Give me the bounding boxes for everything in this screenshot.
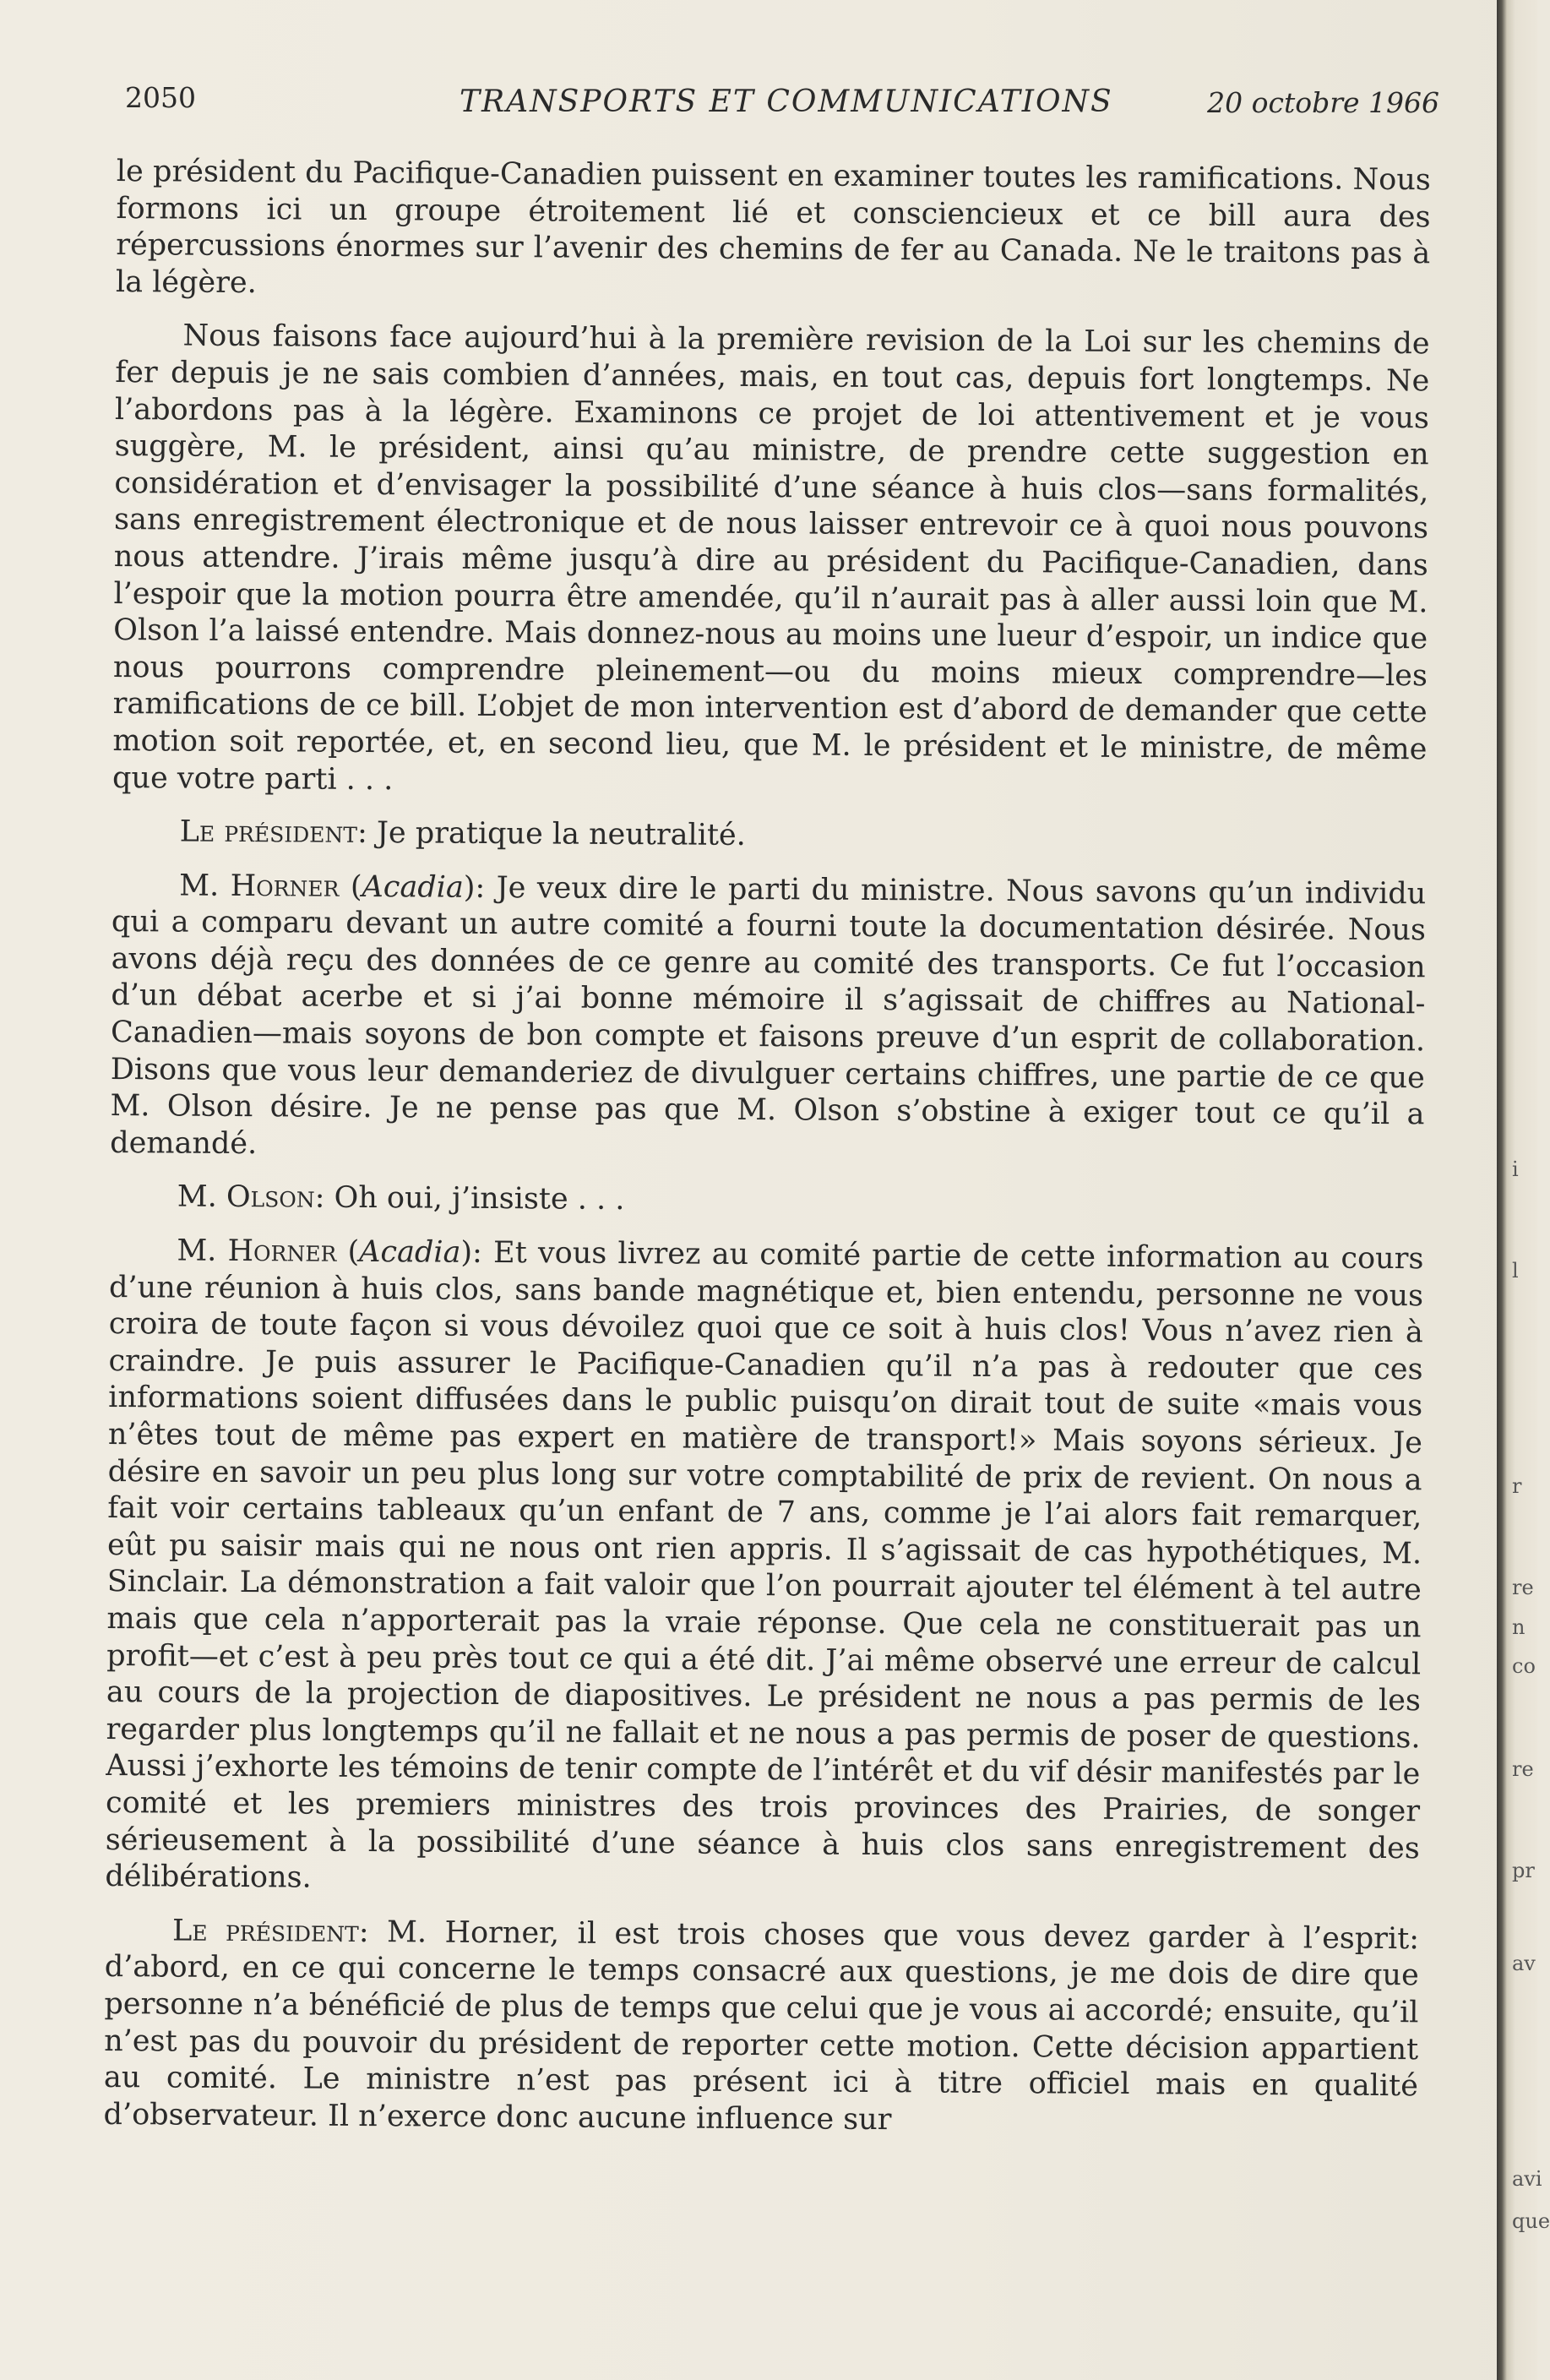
- margin-fragment: n: [1512, 1615, 1526, 1639]
- speech-paragraph: Le président: M. Horner, il est trois choses que vous devez garder à l’esprit: d’abord, en ce qui concerne le temps consacré aux questions, je me dois de dire que personne n’a bénéficié de plus de temps que celui que je vous ai accordé; ensuite, qu’il n’est pas du pouvoir du président de reporter cette motion. Cette décision appartient au comité. Le ministre n’est pas présent ici à titre officiel mais en qualité d’observateur. Il n’exerce donc aucune influence sur: [103, 1914, 1420, 2137]
- speech-paragraph: Le président: Je pratique la neutralité.: [179, 814, 746, 853]
- paragraph: [116, 154, 1431, 310]
- speech-text: M. Horner, il est trois choses que vous devez garder à l’esprit: d’abord, en ce qui concerne le temps consacré aux questions, je me dois de dire que personne n’a bénéficié de plus de temps que celui que je vous ai accordé; ensuite, qu’il n’est pas du pouvoir du président de reporter cette motion. Cette décision appartient au comité. Le ministre n’est pas présent ici à titre officiel mais en qualité d’observateur. Il n’exerce donc aucune influence sur: [103, 1914, 1420, 2137]
- speech-text: Je pratique la neutralité.: [376, 816, 746, 853]
- margin-fragment: r: [1512, 1474, 1522, 1498]
- paragraph-text: Nous faisons face aujourd’hui à la première revision de la Loi sur les chemins de fer depuis je ne sais combien d’années, mais, en tout cas, depuis fort longtemps. Ne l’abordons pas à la légère. Examinons ce projet de loi attentivement et je vous suggère, M. le président, ainsi qu’au ministre, de prendre cette suggestion en considération et d’envisager la possibilité d’une séance à huis clos—sans formalités, sans enregistrement électronique et de nous laisser entrevoir ce à quoi nous pouvons nous attendre. J’irais même jusqu’à dire au président du Pacifique-Canadien, dans l’espoir que la motion pourra être amendée, qu’il n’aurait pas à aller aussi loin que M. Olson l’a laissé entendre. Mais donnez-nous au moins une lueur d’espoir, un indice que nous pourrons comprendre pleinement—ou du moins mieux comprendre—les ramifications de ce bill. L’objet de mon intervention est d’abord de demander que cette motion soit reportée, et, en second lieu, que M. le président et le ministre, de même que votre parti . . .: [111, 319, 1430, 797]
- margin-fragment: re: [1512, 1576, 1534, 1599]
- margin-fragment: re: [1512, 1757, 1534, 1781]
- paragraph: [112, 318, 1430, 805]
- speaker-riding: Acadia: [362, 869, 464, 905]
- speaker-riding: Acadia: [359, 1234, 461, 1270]
- speaker-name: M. Horner: [177, 1234, 337, 1269]
- page-number: 2050: [125, 81, 196, 114]
- speech-paragraph: M. Horner (Acadia): Et vous livrez au comité partie de cette information au cours d’une réunion à huis clos, sans bande magnétique et, bien entendu, personne ne vous croira de toute façon si vous dévoilez quoi que ce soit à huis clos! Vous n’avez rien à craindre. Je puis assurer le Pacifique-Canadien qu’il n’a pas à redouter que ces informations soient diffusées dans le public puisqu’on dirait tout de suite «mais vous n’êtes tout de même pas expert en matière de transport!» Mais soyons sérieux. Je désire en savoir un peu plus long sur votre comptabilité de prix de revient. On nous a fait voir certains tableaux qu’un enfant de 7 ans, comme je l’ai alors fait remarquer, eût pu saisir mais qui ne nous ont rien appris. Il s’agissait de cas hypothétiques, M. Sinclair. La démonstration a fait valoir que l’on pourrait ajouter tel élément à tel autre mais que cela n’apporterait pas la vraie réponse. Que cela ne constituerait pas un profit—et c’est à peu près tout ce qui a été dit. J’ai même observé une erreur de calcul au cours de la projection de diapositives. Le président ne nous a pas permis de les regarder plus longtemps qu’il ne fallait et ne nous a pas permis de poser de questions. Aussi j’exhorte les témoins de tenir compte de l’intérêt et du vif désir manifestés par le comité et les premiers ministres des trois provinces des Prairies, de songer sérieusement à la possibilité d’une séance à huis clos sans enregistrement des délibérations.: [105, 1234, 1424, 1895]
- journal-title: TRANSPORTS ET COMMUNICATIONS: [460, 84, 1113, 119]
- body-text: [103, 154, 1431, 2143]
- margin-fragment: avi: [1512, 2167, 1542, 2191]
- speaker-name: Le président: [179, 814, 358, 851]
- speech-paragraph: M. Horner (Acadia): Je veux dire le parti du ministre. Nous savons qu’un individu qui a comparu devant un autre comité a fourni toute la documentation désirée. Nous avons déjà reçu des données de ce genre au comité des transports. Ce fut l’occasion d’un débat acerbe et si j’ai bonne mémoire il s’agissait de chiffres au National-Canadien—mais soyons de bon compte et faisons preuve d’un esprit de collaboration. Disons que vous leur demanderiez de divulguer certains chiffres, une partie de ce que M. Olson désire. Je ne pense pas que M. Olson s’obstine à exiger tout ce qu’il a demandé.: [110, 869, 1427, 1161]
- paragraph-text: le président du Pacifique-Canadien puissent en examiner toutes les ramifications. Nous formons ici un groupe étroitement lié et consciencieux et ce bill aura des répercussions énormes sur l’avenir des chemins de fer au Canada. Ne le traitons pas à la légère.: [115, 154, 1431, 300]
- margin-fragment: av: [1512, 1952, 1536, 1975]
- speaker-name: M. Olson: [177, 1179, 315, 1216]
- page-header: [125, 74, 1439, 125]
- speech-text: Et vous livrez au comité partie de cette information au cours d’une réunion à huis clos, sans bande magnétique et, bien entendu, personne ne vous croira de toute façon si vous dévoilez quoi que ce soit à huis clos! Vous n’avez rien à craindre. Je puis assurer le Pacifique-Canadien qu’il n’a pas à redouter que ces informations soient diffusées dans le public puisqu’on dirait tout de suite «mais vous n’êtes tout de même pas expert en matière de transport!» Mais soyons sérieux. Je désire en savoir un peu plus long sur votre comptabilité de prix de revient. On nous a fait voir certains tableaux qu’un enfant de 7 ans, comme je l’ai alors fait remarquer, eût pu saisir mais qui ne nous ont rien appris. Il s’agissait de cas hypothétiques, M. Sinclair. La démonstration a fait valoir que l’on pourrait ajouter tel élément à tel autre mais que cela n’apporterait pas la vraie réponse. Que cela ne constituerait pas un profit—et c’est à peu près tout ce qui a été dit. J’ai même observé une erreur de calcul au cours de la projection de diapositives. Le président ne nous a pas permis de les regarder plus longtemps qu’il ne fallait et ne nous a pas permis de poser de questions. Aussi j’exhorte les témoins de tenir compte de l’intérêt et du vif désir manifestés par le comité et les premiers ministres des trois provinces des Prairies, de songer sérieusement à la possibilité d’une séance à huis clos sans enregistrement des délibérations.: [105, 1236, 1424, 1895]
- speech-text: Oh oui, j’insiste . . .: [334, 1181, 625, 1217]
- margin-fragment: co: [1512, 1654, 1536, 1678]
- facing-page-edge: [1512, 0, 1550, 2380]
- margin-fragment: que: [1512, 2209, 1550, 2233]
- margin-fragment: l: [1512, 1259, 1519, 1283]
- speaker-name: M. Horner: [179, 869, 340, 904]
- header-date: 20 octobre 1966: [1207, 86, 1439, 119]
- margin-fragment: pr: [1512, 1859, 1535, 1882]
- speech-paragraph: M. Olson: Oh oui, j’insiste . . .: [177, 1179, 625, 1217]
- margin-fragment: i: [1512, 1157, 1519, 1181]
- speaker-name: Le président: [171, 1914, 359, 1949]
- speech-text: Je veux dire le parti du ministre. Nous savons qu’un individu qui a comparu devant un autre comité a fourni toute la documentation désirée. Nous avons déjà reçu des données de ce genre au comité des transports. Ce fut l’occasion d’un débat acerbe et si j’ai bonne mémoire il s’agissait de chiffres au National-Canadien—mais soyons de bon compte et faisons preuve d’un esprit de collaboration. Disons que vous leur demanderiez de divulguer certains chiffres, une partie de ce que M. Olson désire. Je ne pense pas que M. Olson s’obstine à exiger tout ce qu’il a demandé.: [110, 870, 1427, 1161]
